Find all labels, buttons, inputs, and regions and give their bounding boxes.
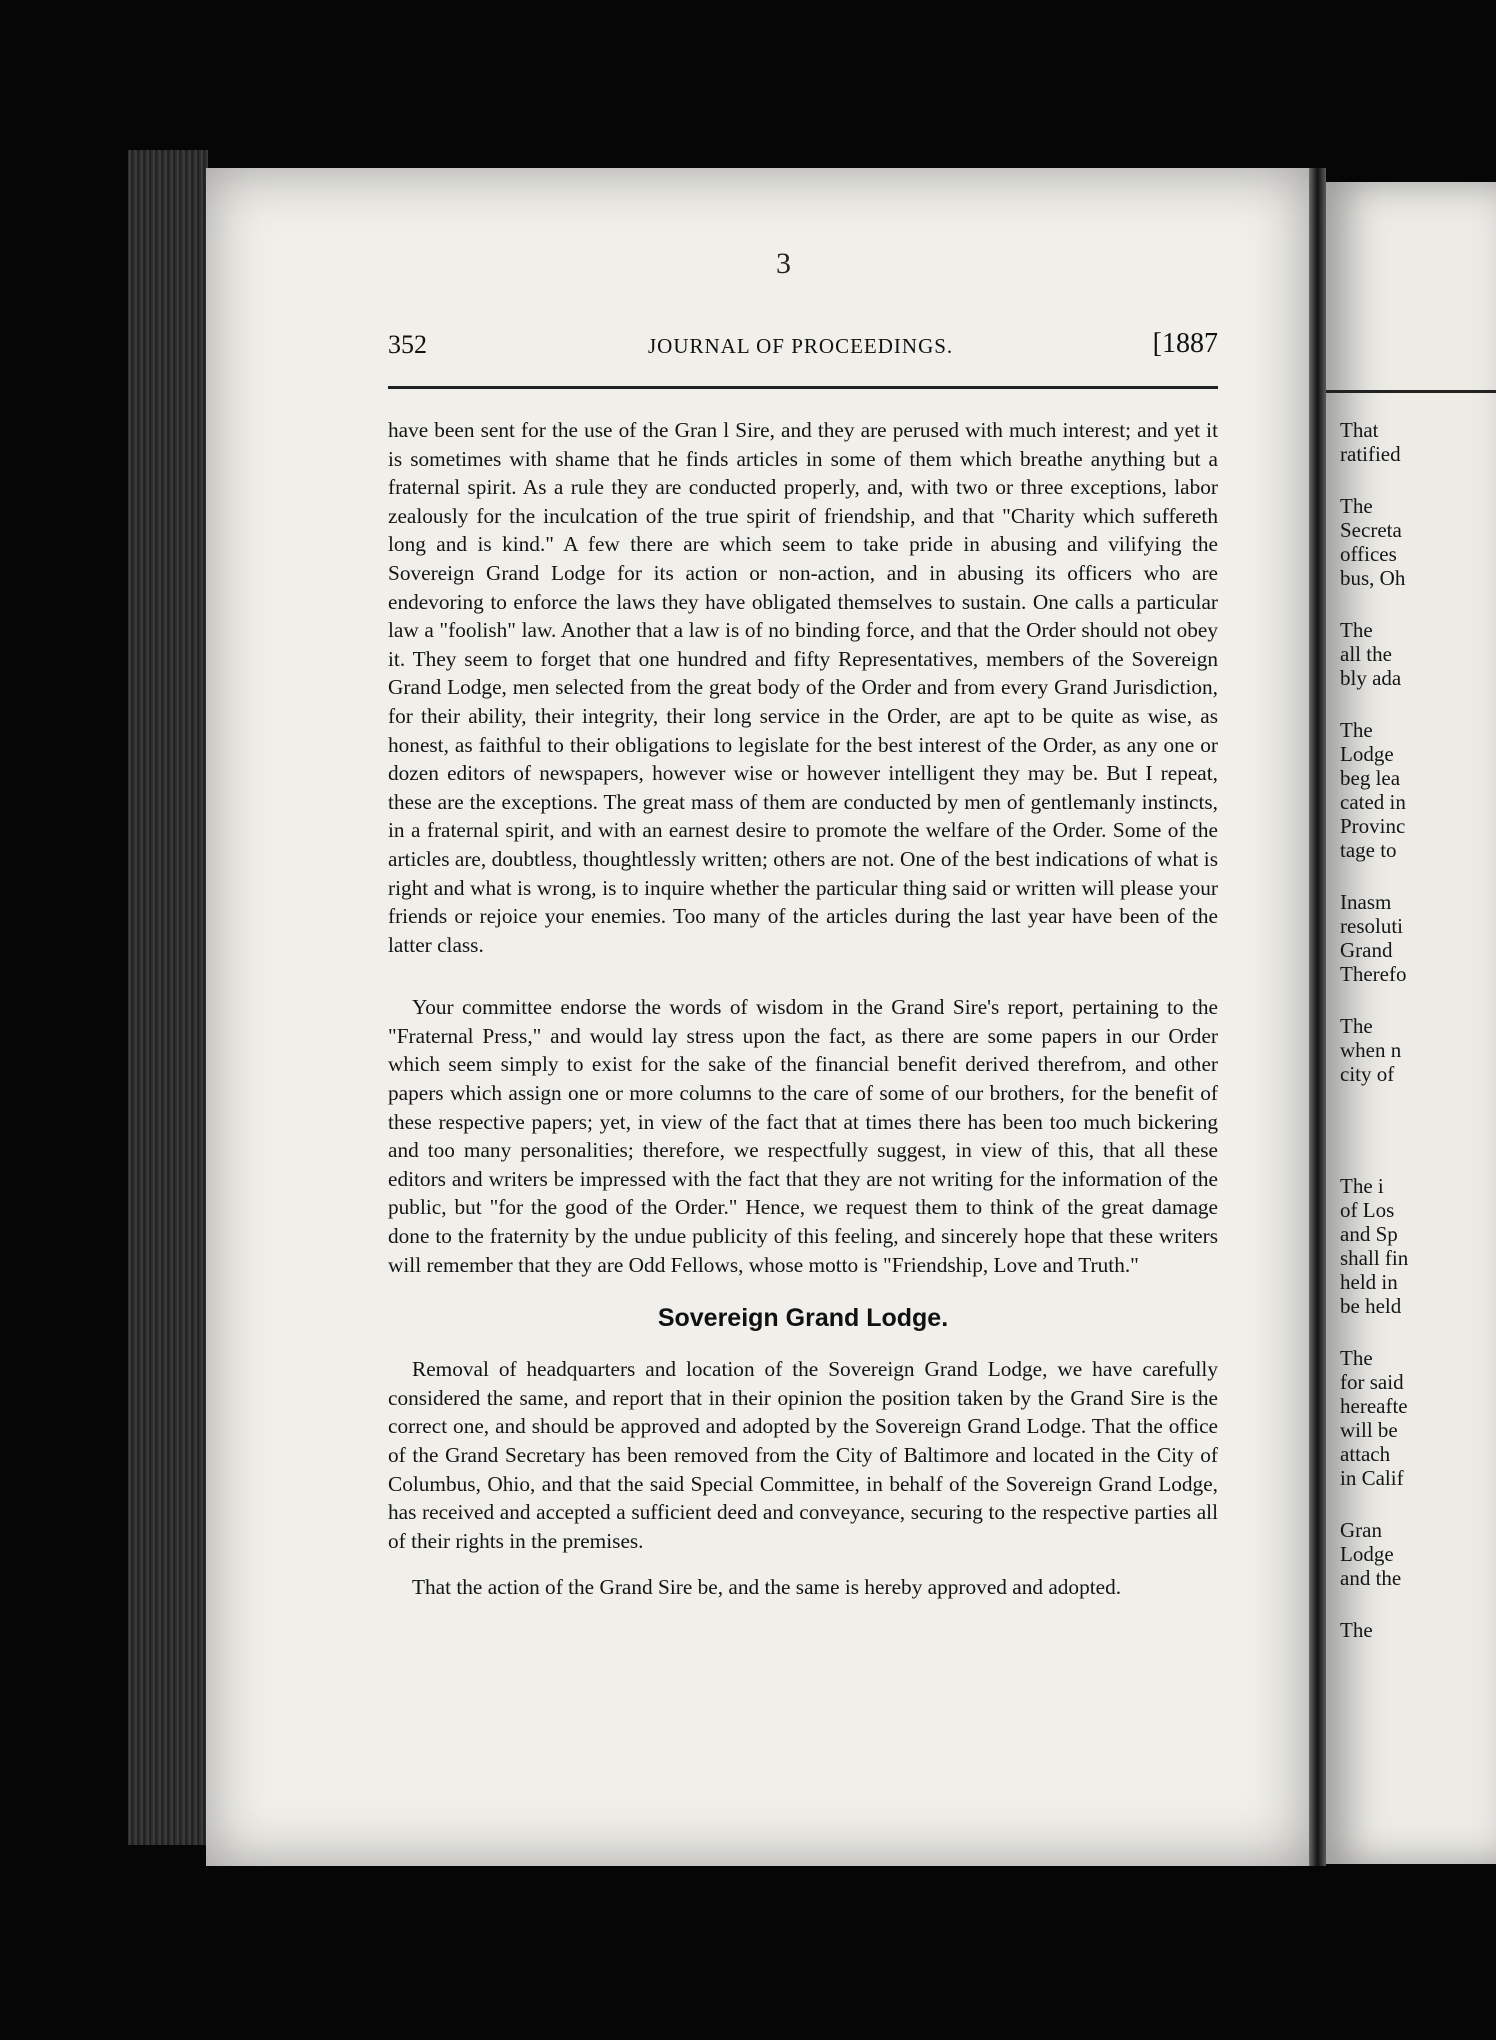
right-page-fragment-line: when n (1340, 1038, 1402, 1062)
right-page-fragment (1326, 182, 1496, 1864)
right-page-fragment-line: Inasm (1340, 890, 1392, 914)
book-page-edges (128, 150, 208, 1845)
right-page-fragment-line: hereafte (1340, 1394, 1408, 1418)
right-page-fragment-line: Gran (1340, 1518, 1382, 1542)
right-page-fragment-line: held in (1340, 1270, 1398, 1294)
right-page-fragment-line: Lodge (1340, 1542, 1394, 1566)
right-page-fragment-line: and Sp (1340, 1222, 1398, 1246)
page-header (388, 330, 1218, 370)
stray-mark: 3 (776, 247, 791, 280)
right-page-fragment-line: bus, Oh (1340, 566, 1406, 590)
page-number: 352 (388, 330, 427, 359)
right-page-fragment-line: The (1340, 718, 1373, 742)
section-heading: Sovereign Grand Lodge. (657, 1304, 949, 1333)
right-page-fragment-line: ratified (1340, 442, 1401, 466)
book-gutter (1309, 168, 1326, 1866)
right-page-fragment-line: Provinc (1340, 814, 1406, 838)
right-page-fragment-line: tage to (1340, 838, 1397, 862)
right-page-fragment-line: bly ada (1340, 666, 1402, 690)
right-page-fragment-line: Lodge (1340, 742, 1394, 766)
right-page-fragment-line: for said (1340, 1370, 1404, 1394)
paragraph-fraternal-press: Your committee endorse the words of wisdom in the Grand Sire's report, pertaining to the "Fraternal Press," and would lay stress upon the fact, as there are some papers in our Order which seem simply to exist for the sake of the financial benefit derived therefrom, and other papers which assign one or more columns to the care of some of our brothers, for the benefit of these respective papers; yet, in view of the fact that at times there has been too much bickering and too many personalities; therefore, we respectfully suggest, in view of this, that all these editors and writers be impressed with the fact that they are not writing for the information of the public, but "for the good of the Order." Hence, we request them to think of the great damage done to the fraternity by the undue publicity of this feeling, and sincerely hope that these writers will remember that they are Odd Fellows, whose motto is "Friendship, Love and Truth." (388, 995, 1218, 1277)
right-page-fragment-line: all the (1340, 642, 1392, 666)
right-page-fragment-line: Secreta (1340, 518, 1402, 542)
paragraph-resolution: That the action of the Grand Sire be, and the same is hereby approved and adopted. (412, 1575, 1122, 1600)
right-page-fragment-line: That (1340, 418, 1379, 442)
right-page-fragment-line: The (1340, 1618, 1373, 1642)
right-page-fragment-line: be held (1340, 1294, 1402, 1318)
year-label: [1887 (1152, 328, 1218, 359)
running-title: JOURNAL OF PROCEEDINGS. (648, 334, 954, 358)
right-page-fragment-line: shall fin (1340, 1246, 1409, 1270)
page-body (388, 416, 1218, 1602)
right-page-fragment-line: Grand (1340, 938, 1393, 962)
right-page-fragment-line: and the (1340, 1566, 1402, 1590)
right-page-fragment-line: Therefo (1340, 962, 1407, 986)
header-rule (388, 386, 1218, 389)
right-page-fragment-line: attach (1340, 1442, 1391, 1466)
right-page-fragment-line: The i (1340, 1174, 1384, 1198)
paragraph-headquarters: Removal of headquarters and location of the Sovereign Grand Lodge, we have carefully considered the same, and report that in their opinion the position taken by the Grand Sire is the correct one, and should be approved and adopted by the Sovereign Grand Lodge. That the office of the Grand Secretary has been removed from the City of Baltimore and located in the City of Columbus, Ohio, and that the said Special Committee, in behalf of the Sovereign Grand Lodge, has received and accepted a sufficient deed and conveyance, securing to the respective parties all of their rights in the premises. (388, 1357, 1218, 1553)
paragraph-continuation: have been sent for the use of the Gran l Sire, and they are perused with much interest; and yet it is sometimes with shame that he finds articles in some of them which breathe anything but a fraternal spirit. As a rule they are conducted properly, and, with two or three exceptions, labor zealously for the inculcation of the true spirit of friendship, and that "Charity which suffereth long and is kind." A few there are which seem to take pride in abusing and vilifying the Sovereign Grand Lodge for its action or non-action, and in abusing its officers who are endevoring to enforce the laws they have obligated themselves to sustain. One calls a particular law a "foolish" law. Another that a law is of no binding force, and that the Order should not obey it. They seem to forget that one hundred and fifty Representatives, members of the Sovereign Grand Lodge, men selected from the great body of the Order and from every Grand Jurisdiction, for their ability, their integrity, their long service in the Order, are apt to be quite as wise, as honest, as faithful to their obligations to legislate for the best interest of the Order, as any one or dozen editors of newspapers, however wise or however intelligent they may be. But I repeat, these are the exceptions. The great mass of them are conducted by men of gentlemanly instincts, in a fraternal spirit, and with an earnest desire to promote the welfare of the Order. Some of the articles are, doubtless, thoughtlessly written; others are not. One of the best indications of what is right and what is wrong, is to inquire whether the particular thing said or written will please your friends or rejoice your enemies. Too many of the articles during the last year have been of the latter class. (388, 418, 1218, 957)
right-page-fragment-line: The (1340, 1346, 1373, 1370)
right-page-fragment-line: offices (1340, 542, 1397, 566)
right-page-fragment-line: cated in (1340, 790, 1406, 814)
right-page-fragment-line: The (1340, 1014, 1373, 1038)
right-page-fragment-line: city of (1340, 1062, 1395, 1086)
right-page-fragment-line: will be (1340, 1418, 1398, 1442)
right-page-rule (1326, 390, 1496, 393)
right-page-fragment-line: beg lea (1340, 766, 1401, 790)
right-page-fragment-line: resoluti (1340, 914, 1403, 938)
right-page-fragment-line: The (1340, 494, 1373, 518)
right-page-fragment-line: of Los (1340, 1198, 1395, 1222)
right-page-fragment-line: in Calif (1340, 1466, 1404, 1490)
right-page-fragment-line: The (1340, 618, 1373, 642)
